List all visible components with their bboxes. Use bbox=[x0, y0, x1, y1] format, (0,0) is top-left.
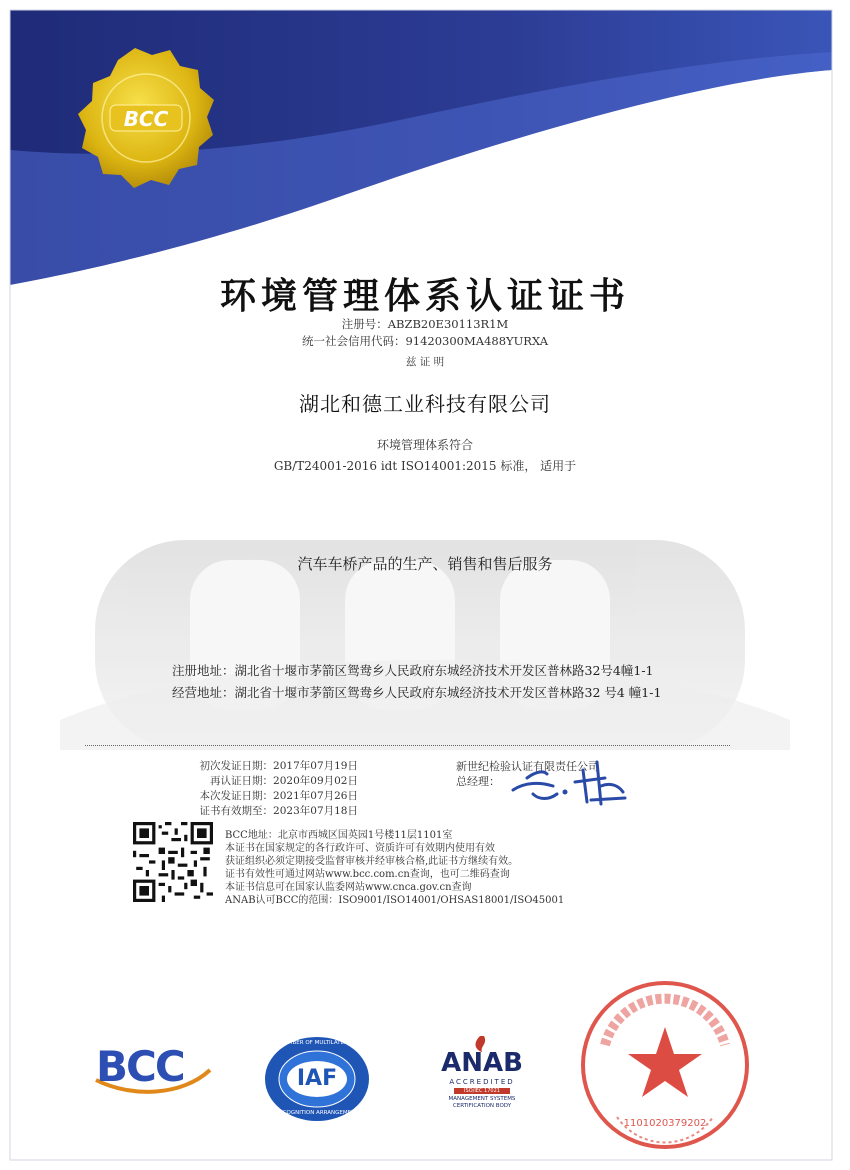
anab-line-1: MANAGEMENT SYSTEMS bbox=[448, 1096, 516, 1102]
anab-logo bbox=[432, 1030, 542, 1130]
registered-address: 注册地址：湖北省十堰市茅箭区鸳鸯乡人民政府东城经济技术开发区普林路32号4幢1-1 bbox=[172, 663, 654, 678]
anab-accredited: ACCREDITED bbox=[449, 1078, 515, 1086]
top-seal-mark: BCC bbox=[123, 107, 169, 131]
expiry-date: 证书有效期至：2023年07月18日 bbox=[199, 805, 358, 817]
iaf-ring-bottom: RECOGNITION ARRANGEMENT bbox=[275, 1110, 359, 1116]
note-line-1: 本证书在国家规定的各行政许可、资质许可有效期内使用有效 bbox=[225, 843, 495, 854]
credit-code: 统一社会信用代码：91420300MA488YURXA bbox=[301, 334, 549, 348]
registration-number: 注册号：ABZB20E30113R1M bbox=[341, 317, 509, 331]
conform-line-2: GB/T24001-2016 idt ISO14001:2015 标准， 适用于 bbox=[273, 459, 577, 473]
divider bbox=[85, 745, 730, 746]
iaf-logo-text: IAF bbox=[296, 1066, 338, 1091]
iaf-ring-top: MEMBER OF MULTILATERAL bbox=[279, 1040, 355, 1046]
general-manager-label: 总经理： bbox=[456, 775, 500, 788]
certificate-title: 环境管理体系认证证书 bbox=[219, 275, 630, 317]
certify-label: 兹 证 明 bbox=[405, 356, 445, 368]
anab-line-2: CERTIFICATION BODY bbox=[452, 1103, 512, 1109]
bcc-logo bbox=[92, 1040, 212, 1102]
note-line-2: 获证组织必须定期接受监督审核并经审核合格,此证书方继续有效。 bbox=[225, 856, 519, 867]
iaf-logo bbox=[262, 1034, 372, 1124]
bcc-address: BCC地址：北京市西城区国英园1号楼11层1101室 bbox=[225, 830, 453, 841]
anab-iso: ISO/IEC 17021 bbox=[454, 1088, 510, 1094]
conform-line-1: 环境管理体系符合 bbox=[376, 438, 473, 452]
bcc-logo-text: BCC bbox=[96, 1042, 184, 1091]
first-issue-date: 初次发证日期：2017年07月19日 bbox=[199, 760, 358, 772]
business-address: 经营地址：湖北省十堰市茅箭区鸳鸯乡人民政府东城经济技术开发区普林路32 号4 幢1-1 bbox=[172, 685, 662, 700]
this-issue-date: 本次发证日期：2021年07月26日 bbox=[199, 790, 358, 802]
issuer-org: 新世纪检验认证有限责任公司 bbox=[456, 760, 599, 773]
note-line-5: ANAB认可BCC的范围：ISO9001/ISO14001/OHSAS18001/ISO45001 bbox=[225, 895, 565, 906]
anab-logo-text: ANAB bbox=[441, 1048, 523, 1078]
certification-scope: 汽车车桥产品的生产、销售和售后服务 bbox=[297, 555, 553, 573]
red-stamp-number: 1101020379202 bbox=[623, 1118, 707, 1129]
signature-icon bbox=[505, 752, 635, 812]
company-name: 湖北和德工业科技有限公司 bbox=[299, 392, 551, 416]
recertification-date: 再认证日期：2020年09月02日 bbox=[210, 775, 358, 787]
note-line-3: 证书有效性可通过网站www.bcc.com.cn查询，也可二维码查询 bbox=[225, 869, 510, 880]
qr-code-icon bbox=[133, 822, 213, 902]
note-line-4: 本证书信息可在国家认监委网站www.cnca.gov.cn查询 bbox=[225, 882, 472, 893]
